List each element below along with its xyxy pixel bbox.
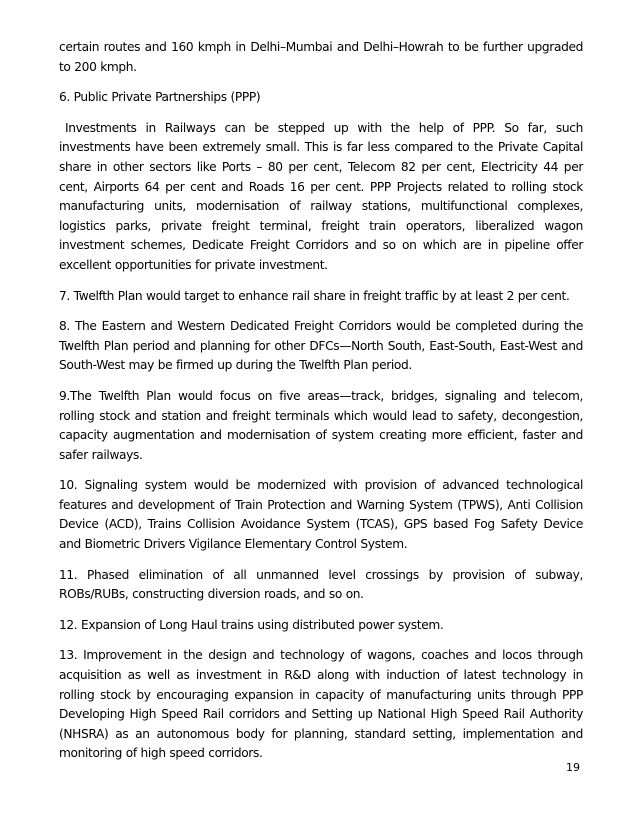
paragraph-ppp-investments: Investments in Railways can be stepped up with the help of PPP. So far, such investments have been extremely small. This is far less compared to the Private Capital share in other sectors like Ports – 80 per cent, Telecom 82 per cent, Electricity 44 per cent, Airports 64 per cent and Roads 16 per cent. PPP Projects related to rolling stock manufacturing units, modernisation of railway stations, multifunctional complexes, logistics parks, private freight terminal, freight train operators, liberalized wagon investment schemes, Dedicate Freight Corridors and so on which are in pipeline offer excellent opportunities for private investment.	[59, 120, 583, 272]
paragraph-freight-share: 7. Twelfth Plan would target to enhance rail share in freight traffic by at least 2 per cent.	[59, 288, 570, 303]
page-number: 19	[566, 761, 580, 774]
heading-ppp: 6. Public Private Partnerships (PPP)	[59, 90, 261, 105]
paragraph-signaling-system: 10. Signaling system would be modernized with provision of advanced technological features and development of Train Protection and Warning System (TPWS), Anti Collision Device (ACD), Trains Collision Avoidance System (TCAS), GPS based Fog Safety Device and Biometric Drivers Vigilance Elementary Control System.	[59, 478, 583, 552]
paragraph-focus-areas: 9.The Twelfth Plan would focus on five areas—track, bridges, signaling and telecom, rolling stock and station and freight terminals which would lead to safety, decongestion, capacity augmentation and modernisation of system creating more efficient, faster and safer railways.	[59, 388, 583, 462]
paragraph-rolling-stock-improvement: 13. Improvement in the design and technology of wagons, coaches and locos through acquisition as well as investment in R&D along with induction of latest technology in rolling stock by encouraging expansion in capacity of manufacturing units through PPP Developing High Speed Rail corridors and Setting up National High Speed Rail Authority (NHSRA) as an autonomous body for planning, standard setting, implementation and monitoring of high speed corridors.	[59, 648, 583, 761]
paragraph-dedicated-freight-corridors: 8. The Eastern and Western Dedicated Freight Corridors would be completed during the Twelfth Plan period and planning for other DFCs—North South, East-South, East-West and South-West may be firmed up during the Twelfth Plan period.	[59, 319, 583, 373]
paragraph-long-haul-trains: 12. Expansion of Long Haul trains using distributed power system.	[59, 617, 444, 632]
document-page	[59, 38, 583, 775]
paragraph-level-crossings: 11. Phased elimination of all unmanned level crossings by provision of subway, ROBs/RUBs, constructing diversion roads, and so on.	[59, 567, 583, 602]
paragraph-speed-upgrade: certain routes and 160 kmph in Delhi–Mumbai and Delhi–Howrah to be further upgraded to 200 kmph.	[59, 40, 583, 74]
